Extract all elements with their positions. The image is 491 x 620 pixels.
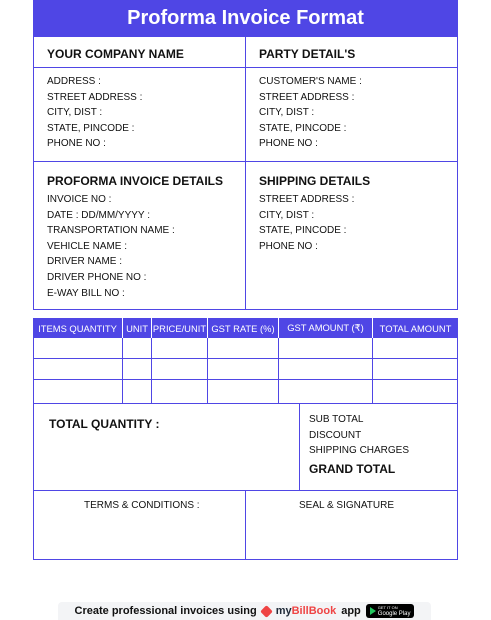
items-table-header [33,318,458,338]
totals-summary [309,412,409,477]
col-total-amount: TOTAL AMOUNT [379,322,452,334]
total-quantity-label: TOTAL QUANTITY : [49,417,160,431]
sub-total-label: SUB TOTAL [309,414,364,425]
invoice-details-heading: PROFORMA INVOICE DETAILS [47,174,224,188]
brand-name: myBillBook [275,605,337,617]
shipping-city-label: CITY, DIST : [259,209,315,221]
shipping-fields [259,192,354,254]
terms-label: TERMS & CONDITIONS : [84,500,200,511]
party-state-label: STATE, PINCODE : [259,122,347,134]
party-customer-label: CUSTOMER'S NAME : [259,76,362,87]
shipping-phone-label: PHONE NO : [259,240,318,252]
mybillbook-logo-icon [260,605,273,618]
grand-total-label: GRAND TOTAL [309,461,396,476]
vehicle-label: VEHICLE NAME : [47,240,128,252]
promo-banner[interactable] [58,602,431,620]
document-title: Proforma Invoice Format [33,0,458,36]
shipping-heading: SHIPPING DETAILS [259,174,371,188]
store-name: Google Play [377,611,411,617]
shipping-state-label: STATE, PINCODE : [259,225,347,237]
col-gst-rate: GST RATE (%) [208,318,279,338]
col-price-unit: PRICE/UNIT [152,318,208,338]
divider [245,490,246,560]
party-city-label: CITY, DIST : [259,107,315,119]
party-street-label: STREET ADDRESS : [259,91,355,103]
col-unit: UNIT [123,318,152,338]
party-heading: PARTY DETAIL'S [259,47,356,61]
col-items-quantity: ITEMS QUANTITY [33,318,123,338]
divider [299,403,300,491]
invoice-details-fields [47,192,175,301]
table-row [33,338,458,359]
table-row [33,380,458,404]
eway-bill-label: E-WAY BILL NO : [47,287,125,299]
shipping-street-label: STREET ADDRESS : [259,194,355,205]
google-play-badge[interactable] [366,604,415,618]
company-address-label: ADDRESS : [47,76,101,87]
invoice-no-label: INVOICE NO : [47,194,112,205]
date-label: DATE : DD/MM/YYYY : [47,209,150,221]
banner-text-after: app [341,605,361,617]
shipping-charges-label: SHIPPING CHARGES [309,445,410,457]
google-play-icon [370,607,376,615]
company-fields [47,74,142,152]
company-street-label: STREET ADDRESS : [47,91,143,103]
discount-label: DISCOUNT [309,429,362,441]
table-row [33,359,458,380]
company-city-label: CITY, DIST : [47,107,103,119]
seal-label: SEAL & SIGNATURE [299,500,395,511]
transport-label: TRANSPORTATION NAME : [47,225,175,237]
company-phone-label: PHONE NO : [47,138,106,150]
company-heading: YOUR COMPANY NAME [47,47,184,61]
col-gst-amount: GST AMOUNT (₹) [279,318,373,338]
company-state-label: STATE, PINCODE : [47,122,135,134]
party-phone-label: PHONE NO : [259,138,318,150]
store-small-text: GET IT ON [377,605,398,610]
driver-phone-label: DRIVER PHONE NO : [47,271,147,283]
banner-text: Create professional invoices using [74,605,257,617]
party-fields [259,74,362,152]
divider [33,67,458,68]
driver-name-label: DRIVER NAME : [47,256,123,268]
